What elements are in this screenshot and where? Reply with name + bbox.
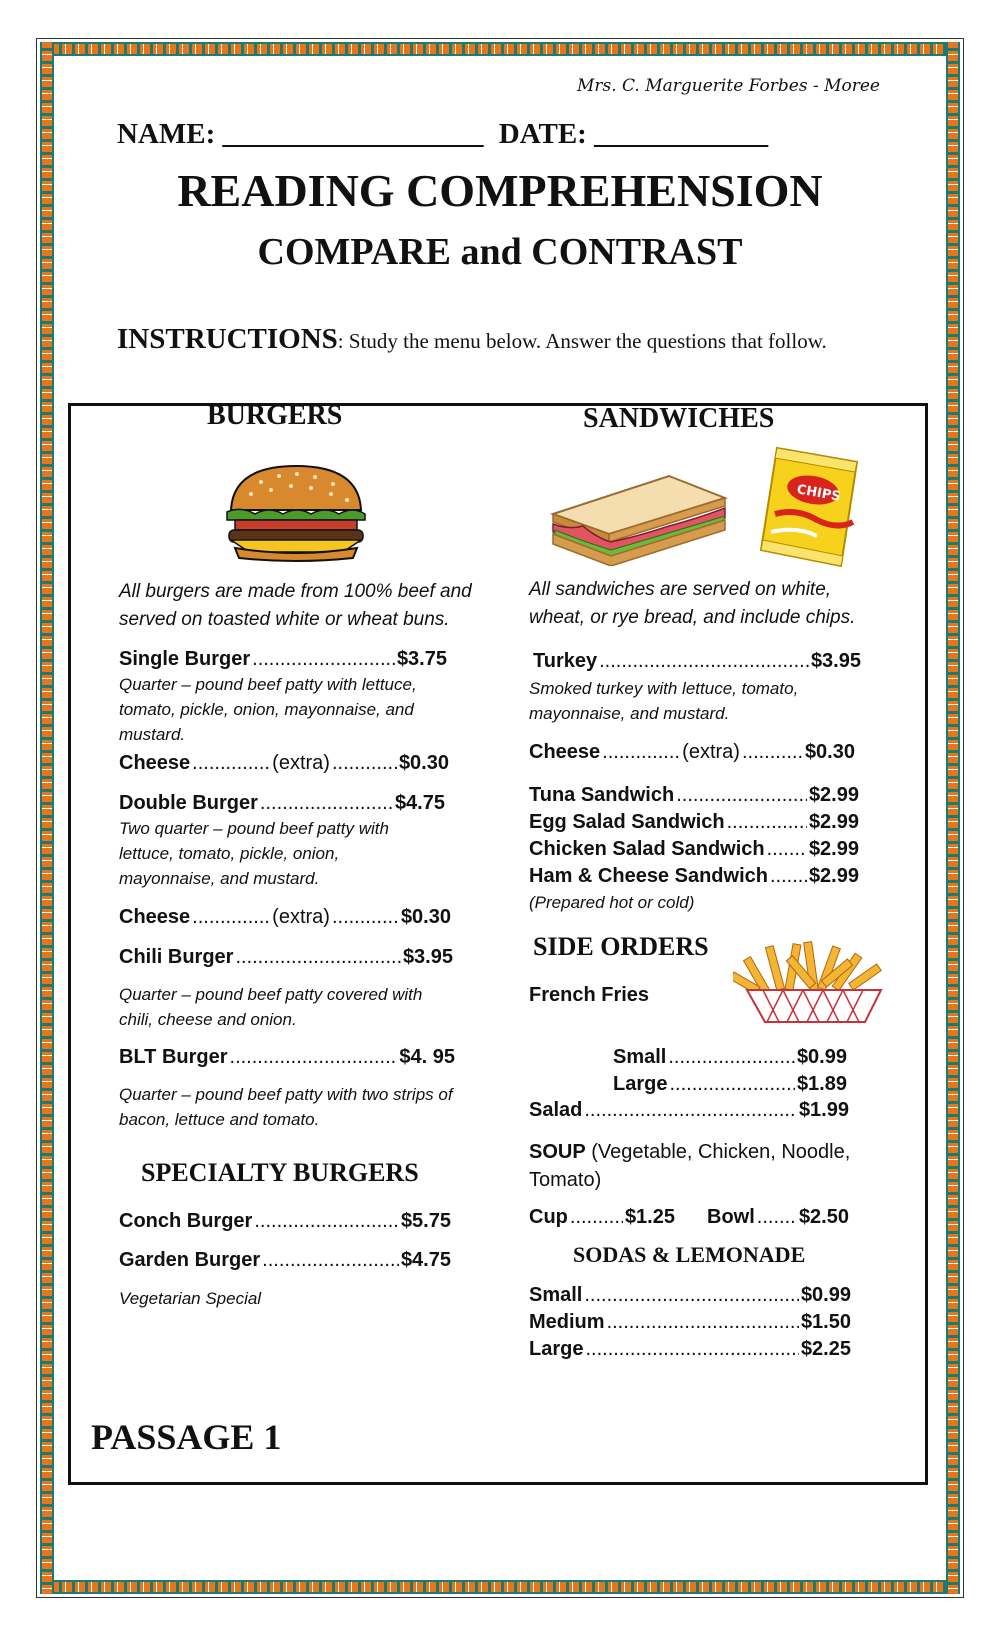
chili-burger-desc: Quarter – pound beef patty covered with chili, cheese and onion.: [119, 985, 423, 1029]
page-title: READING COMPREHENSION: [177, 165, 823, 216]
sandwich-illustration: [549, 470, 731, 566]
soup-varieties: (Vegetable, Chicken, Noodle, Tomato): [529, 1141, 851, 1191]
menu-item-cheese-extra-2: [119, 906, 451, 929]
menu-item-chili-burger: [119, 946, 453, 969]
item-name: Garden Burger: [119, 1249, 261, 1271]
item-price: $3.75: [396, 648, 447, 670]
menu-item-single-burger: [119, 648, 447, 671]
item-price: $4.75: [400, 1249, 451, 1271]
leader-dots: [262, 1249, 399, 1272]
soup-label: SOUP: [529, 1141, 586, 1163]
date-label: DATE:: [498, 118, 587, 150]
menu-item-egg-salad-sandwich: [529, 811, 859, 834]
double-burger-desc: Two quarter – pound beef patty with lettuce, tomato, pickle, onion, mayonnaise, and mustard.: [119, 819, 389, 888]
menu-item-conch-burger: [119, 1210, 451, 1233]
item-name: Cheese: [119, 752, 191, 774]
item-name: Salad: [529, 1099, 583, 1121]
menu-item-fries-large: [613, 1073, 847, 1096]
item-name: Small: [613, 1046, 667, 1068]
menu-item-garden-burger: [119, 1249, 451, 1272]
item-price: $2.99: [808, 811, 859, 833]
french-fries-illustration: [733, 936, 893, 1026]
item-name: BLT Burger: [119, 1046, 228, 1068]
menu-item-blt-burger: [119, 1046, 455, 1069]
item-name: Cheese: [119, 906, 191, 928]
sandwiches-heading: SANDWICHES: [583, 403, 775, 434]
decorative-border-left: [40, 42, 54, 1594]
french-fries-label: French Fries: [529, 984, 650, 1006]
menu-item-soda-small: [529, 1284, 851, 1307]
item-name: Ham & Cheese Sandwich: [529, 865, 768, 887]
name-blank: __________________: [222, 118, 484, 150]
menu-item-double-burger: [119, 792, 445, 815]
menu-item-cheese-extra: [119, 752, 449, 775]
menu-item-soda-large: [529, 1338, 851, 1361]
item-name: Cup: [529, 1206, 568, 1228]
name-date-row: [117, 118, 768, 151]
side-orders-heading: SIDE ORDERS: [533, 932, 709, 961]
leader-dots: [254, 1210, 399, 1233]
menu-item-soup-cup: [529, 1206, 675, 1229]
item-price: $4.75: [394, 792, 445, 814]
item-price: $5.75: [400, 1210, 451, 1232]
item-extra: (extra): [272, 752, 330, 774]
leader-dots: [770, 865, 807, 888]
turkey-desc: Smoked turkey with lettuce, tomato, mayonnaise, and mustard.: [529, 679, 799, 723]
menu-item-fries-small: [613, 1046, 847, 1069]
item-name: Turkey: [533, 650, 598, 672]
date-blank: ____________: [594, 118, 769, 150]
item-extra: (extra): [272, 906, 330, 928]
menu-box: [68, 400, 928, 1485]
item-name: Bowl: [707, 1206, 755, 1228]
item-price: $4. 95: [399, 1046, 455, 1068]
instructions: [117, 324, 887, 356]
menu-item-ham-cheese-sandwich: [529, 865, 859, 888]
item-price: $3.95: [402, 946, 453, 968]
chips-bag-label: CHIPS: [795, 482, 842, 505]
item-price: $2.25: [800, 1338, 851, 1360]
sandwich-prep-note: (Prepared hot or cold): [529, 893, 695, 912]
item-price: $2.99: [808, 865, 859, 887]
leader-dots: [676, 784, 807, 807]
decorative-border-right: [946, 42, 960, 1594]
menu-item-chicken-salad-sandwich: [529, 838, 859, 861]
author-credit: Mrs. C. Marguerite Forbes - Moree: [576, 76, 880, 96]
menu-item-tuna-sandwich: [529, 784, 859, 807]
leader-dots: [669, 1073, 794, 1096]
leader-dots: [252, 648, 395, 671]
menu-item-soda-medium: [529, 1311, 851, 1334]
sodas-heading: SODAS & LEMONADE: [573, 1242, 806, 1267]
item-name: Medium: [529, 1311, 605, 1333]
item-name: Large: [613, 1073, 668, 1095]
item-price: $0.30: [804, 741, 855, 763]
leader-dots: [585, 1338, 798, 1361]
leader-dots: [332, 906, 399, 929]
chips-bag-illustration: [757, 442, 867, 572]
leader-dots: [767, 838, 807, 861]
item-name: Large: [529, 1338, 584, 1360]
leader-dots: [235, 946, 400, 969]
page-subtitle: COMPARE and CONTRAST: [257, 231, 743, 273]
item-name: Small: [529, 1284, 583, 1306]
item-extra: (extra): [682, 741, 740, 763]
item-price: $0.30: [398, 752, 449, 774]
menu-item-sandwich-cheese-extra: [529, 741, 855, 764]
item-price: $1.89: [796, 1073, 847, 1095]
item-price: $1.50: [800, 1311, 851, 1333]
leader-dots: [757, 1206, 797, 1229]
leader-dots: [742, 741, 803, 764]
burgers-intro: All burgers are made from 100% beef and served on toasted white or wheat buns.: [119, 581, 472, 630]
item-name: Conch Burger: [119, 1210, 253, 1232]
leader-dots: [584, 1284, 799, 1307]
item-price: $0.99: [796, 1046, 847, 1068]
item-name: Egg Salad Sandwich: [529, 811, 725, 833]
leader-dots: [607, 1311, 799, 1334]
instructions-text: : Study the menu below. Answer the questions that follow.: [337, 329, 827, 353]
item-price: $2.99: [808, 784, 859, 806]
burger-illustration: [221, 462, 371, 562]
item-name: Double Burger: [119, 792, 258, 814]
leader-dots: [260, 792, 393, 815]
menu-item-salad: [529, 1099, 849, 1122]
item-price: $0.99: [800, 1284, 851, 1306]
item-price: $2.99: [808, 838, 859, 860]
sandwiches-intro: All sandwiches are served on white, wheat, or rye bread, and include chips.: [529, 579, 856, 628]
item-price: $2.50: [798, 1206, 849, 1228]
item-name: Chicken Salad Sandwich: [529, 838, 765, 860]
item-price: $1.25: [624, 1206, 675, 1228]
passage-label: PASSAGE 1: [91, 1417, 282, 1457]
specialty-heading: SPECIALTY BURGERS: [141, 1158, 419, 1187]
decorative-border-top: [40, 42, 960, 56]
item-price: $3.95: [810, 650, 861, 672]
item-name: Tuna Sandwich: [529, 784, 675, 806]
leader-dots: [584, 1099, 797, 1122]
blt-burger-desc: Quarter – pound beef patty with two strips of bacon, lettuce and tomato.: [119, 1085, 453, 1129]
garden-burger-note: Vegetarian Special: [119, 1289, 262, 1308]
single-burger-desc: Quarter – pound beef patty with lettuce, tomato, pickle, onion, mayonnaise, and mustard.: [119, 675, 417, 744]
menu-item-turkey: [533, 650, 861, 673]
leader-dots: [602, 741, 680, 764]
item-price: $0.30: [400, 906, 451, 928]
item-name: Single Burger: [119, 648, 251, 670]
leader-dots: [332, 752, 397, 775]
instructions-label: INSTRUCTIONS: [117, 323, 338, 355]
burgers-heading: BURGERS: [207, 400, 343, 431]
item-name: Chili Burger: [119, 946, 234, 968]
item-name: Cheese: [529, 741, 601, 763]
leader-dots: [570, 1206, 623, 1229]
name-label: NAME:: [117, 118, 216, 150]
leader-dots: [668, 1046, 795, 1069]
leader-dots: [192, 752, 270, 775]
leader-dots: [599, 650, 809, 673]
soup-line: [529, 1138, 859, 1194]
item-price: $1.99: [798, 1099, 849, 1121]
leader-dots: [230, 1046, 398, 1069]
decorative-border-bottom: [40, 1580, 960, 1594]
leader-dots: [727, 811, 807, 834]
leader-dots: [192, 906, 270, 929]
menu-item-soup-bowl: [707, 1206, 849, 1229]
